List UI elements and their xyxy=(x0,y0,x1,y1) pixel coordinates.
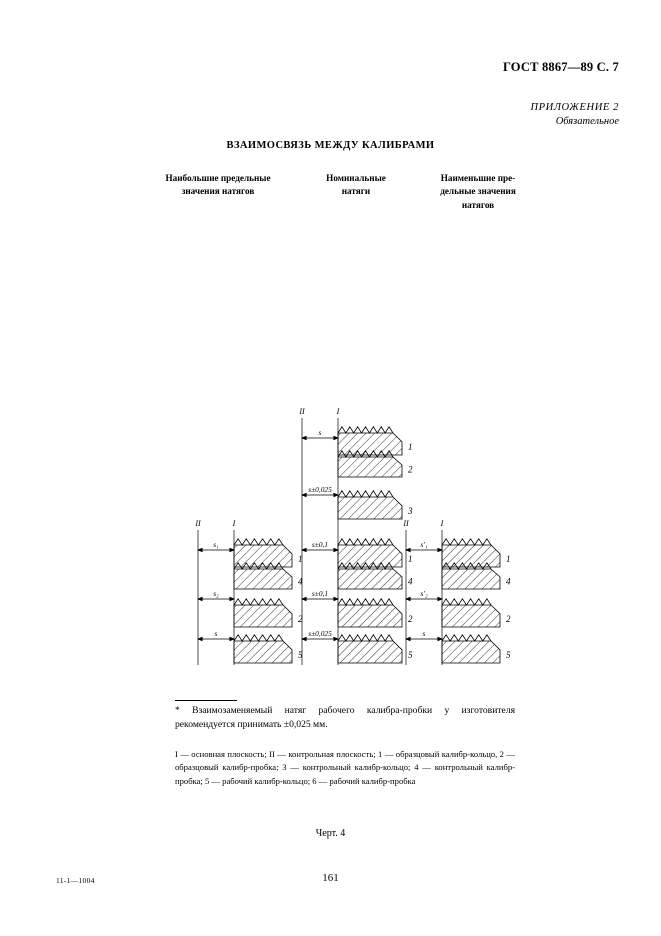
drawing-label: II xyxy=(403,519,409,528)
thread-profile xyxy=(442,599,491,605)
drawing-label: 4 xyxy=(408,576,413,587)
dimension-arrow xyxy=(230,637,234,640)
drawing-label: 2 xyxy=(298,614,303,625)
dimension-arrow xyxy=(302,637,306,640)
column-header-line: Наибольшие предельные xyxy=(165,173,271,183)
dimension-arrow xyxy=(438,548,442,551)
drawing-label: II xyxy=(195,519,201,528)
thread-profile xyxy=(234,599,283,605)
dimension-arrow xyxy=(198,548,202,551)
dimension-arrow xyxy=(198,637,202,640)
thread-profile xyxy=(338,491,393,497)
column-header-1 xyxy=(148,172,288,199)
gauge-body xyxy=(338,545,402,567)
drawing-label: s'₁ xyxy=(420,539,428,549)
gauge-body xyxy=(442,641,500,663)
appendix-subtitle: Обязательное xyxy=(555,116,619,128)
drawing-label: 2 xyxy=(506,614,511,625)
drawing-label: s xyxy=(214,628,218,638)
drawing-label: s±0,1 xyxy=(311,539,329,549)
drawing-label: 3 xyxy=(408,506,413,517)
dimension-arrow xyxy=(334,436,338,439)
thread-profile xyxy=(338,599,393,605)
page-title: ВЗАИМОСВЯЗЬ МЕЖДУ КАЛИБРАМИ xyxy=(226,140,435,151)
drawing-label: s±0,025 xyxy=(308,628,332,638)
dimension-arrow xyxy=(438,597,442,600)
thread-profile xyxy=(338,427,393,433)
footnote-rule xyxy=(175,700,237,701)
dimension-arrow xyxy=(406,597,410,600)
thread-profile xyxy=(338,539,393,545)
gauge-relation-diagram xyxy=(0,205,661,675)
gauge-body xyxy=(338,433,402,455)
drawing-label: s₂ xyxy=(213,588,219,598)
column-header-line: Наименьшие пре- xyxy=(440,173,516,183)
drawing-label: s xyxy=(422,628,426,638)
dimension-arrow xyxy=(302,436,306,439)
drawing-label: s xyxy=(318,427,322,437)
drawing-label: s±0,025 xyxy=(308,484,332,494)
drawing-label: I xyxy=(232,519,236,528)
dimension-arrow xyxy=(302,493,306,496)
page-number: 161 xyxy=(322,872,339,884)
technical-drawing xyxy=(0,205,661,675)
column-header-line: значения натягов xyxy=(181,186,255,197)
column-header-line: натяги xyxy=(341,186,371,197)
dimension-arrow xyxy=(230,548,234,551)
thread-profile xyxy=(442,635,491,641)
appendix-block xyxy=(530,101,619,129)
column-header-line: дельные значения xyxy=(440,186,516,197)
drawing-label: 1 xyxy=(408,554,413,565)
drawing-label: 5 xyxy=(506,650,511,661)
dimension-arrow xyxy=(406,548,410,551)
dimension-arrow xyxy=(302,548,306,551)
figure-caption: Черт. 4 xyxy=(315,828,346,839)
gauge-body xyxy=(234,569,292,589)
page-header: ГОСТ 8867—89 С. 7 xyxy=(502,60,619,74)
dimension-arrow xyxy=(198,597,202,600)
drawing-label: II xyxy=(299,407,305,416)
drawing-label: 1 xyxy=(408,442,413,453)
gauge-body xyxy=(338,497,402,519)
footnote-text: * Взаимозаменяемый натяг рабочего калибра-пробки у изготовителя рекомендуется принимать ±0,025 мм. xyxy=(175,705,515,731)
dimension-arrow xyxy=(334,637,338,640)
drawing-label: I xyxy=(440,519,444,528)
gauge-body xyxy=(234,605,292,627)
dimension-arrow xyxy=(334,548,338,551)
gauge-body xyxy=(338,605,402,627)
dimension-arrow xyxy=(302,597,306,600)
drawing-label: 4 xyxy=(506,576,511,587)
thread-profile xyxy=(338,635,393,641)
gauge-body xyxy=(442,605,500,627)
drawing-label: 5 xyxy=(408,650,413,661)
drawing-label: 5 xyxy=(298,650,303,661)
drawing-label: s±0,1 xyxy=(311,588,329,598)
gauge-body xyxy=(338,457,402,477)
gauge-body xyxy=(338,641,402,663)
drawing-label: 1 xyxy=(298,554,303,565)
legend-text: I — основная плоскость; II — контрольная плоскость; 1 — образцовый калибр-кольцо, 2 — образцовый калибр-пробка; 3 — контрольный калибр-кольцо; 4 — контрольный калибр-пробка; 5 — рабочий калибр-кольцо; 6 — рабочий калибр-пробка xyxy=(175,749,515,786)
dimension-arrow xyxy=(406,637,410,640)
drawing-label: 2 xyxy=(408,464,413,475)
column-header-line: натягов xyxy=(461,199,495,210)
drawing-label: I xyxy=(336,407,340,416)
column-header-line: Номинальные xyxy=(326,173,386,183)
thread-profile xyxy=(442,539,491,545)
gauge-body xyxy=(442,569,500,589)
drawing-label: s₁ xyxy=(213,539,219,549)
drawing-label: 1 xyxy=(506,554,511,565)
drawing-label: 4 xyxy=(298,576,303,587)
appendix-title: ПРИЛОЖЕНИЕ 2 xyxy=(530,102,619,113)
dimension-arrow xyxy=(230,597,234,600)
footnote xyxy=(175,700,515,733)
drawing-label: s'₂ xyxy=(420,588,428,598)
column-header-2 xyxy=(300,172,412,199)
dimension-arrow xyxy=(438,637,442,640)
footer-left: 11-1—1004 xyxy=(56,876,95,885)
gauge-body xyxy=(234,641,292,663)
drawing-label: 2 xyxy=(408,614,413,625)
thread-profile xyxy=(234,539,283,545)
dimension-arrow xyxy=(334,493,338,496)
thread-profile xyxy=(234,635,283,641)
gauge-body xyxy=(338,569,402,589)
dimension-arrow xyxy=(334,597,338,600)
